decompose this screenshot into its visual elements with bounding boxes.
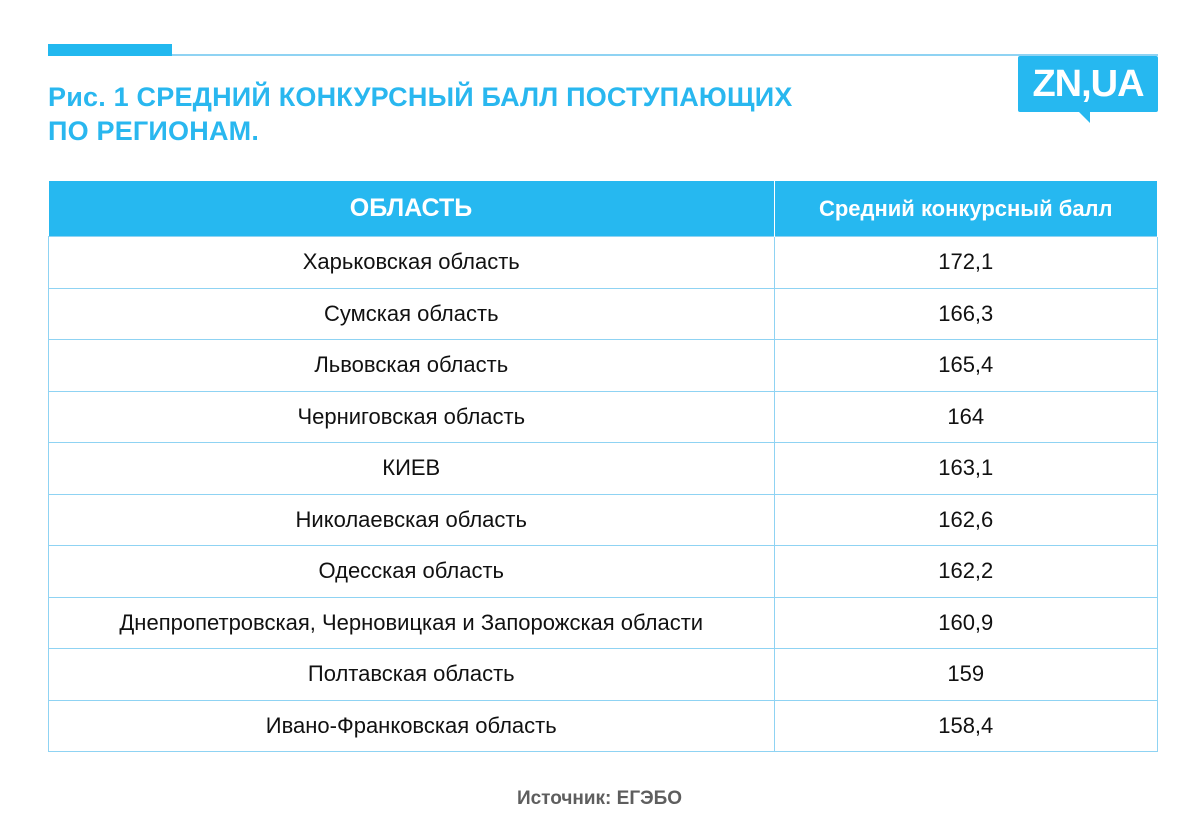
average-score-cell: 166,3 [774,288,1158,340]
source-note: Источник: ЕГЭБО [516,788,683,809]
table-row [49,340,1158,392]
table-row [49,494,1158,546]
average-score-cell: 163,1 [774,443,1158,495]
average-score-cell: 172,1 [774,237,1158,289]
top-rule [48,54,1158,56]
table-row [49,700,1158,752]
chart-title-line-2: ПО РЕГИОНАМ. [48,116,260,146]
table-header [49,181,1158,237]
region-cell: Ивано-Франковская область [49,700,775,752]
region-cell: Черниговская область [49,391,775,443]
logo-text: ZN,UA [1032,63,1144,105]
average-score-cell: 165,4 [774,340,1158,392]
header-region: ОБЛАСТЬ [49,181,775,237]
region-cell: КИЕВ [49,443,775,495]
top-rule-accent [48,44,172,56]
scores-table-wrapper [48,181,1158,752]
region-cell: Львовская область [49,340,775,392]
table-row [49,597,1158,649]
table-row [49,391,1158,443]
table-body [49,237,1158,752]
zn-ua-logo [1018,56,1158,124]
region-cell: Николаевская область [49,494,775,546]
table-row [49,237,1158,289]
table-row [49,443,1158,495]
region-cell: Полтавская область [49,649,775,701]
header-average-score: Средний конкурсный балл [774,181,1158,237]
region-cell: Днепропетровская, Черновицкая и Запорожская области [49,597,775,649]
region-cell: Харьковская область [49,237,775,289]
table-row [49,546,1158,598]
chart-title [48,80,948,148]
average-score-cell: 162,2 [774,546,1158,598]
average-score-cell: 158,4 [774,700,1158,752]
chart-title-line-1: Рис. 1 СРЕДНИЙ КОНКУРСНЫЙ БАЛЛ ПОСТУПАЮЩИХ [48,82,793,112]
scores-table [48,181,1158,752]
average-score-cell: 162,6 [774,494,1158,546]
average-score-cell: 160,9 [774,597,1158,649]
table-row [49,649,1158,701]
average-score-cell: 164 [774,391,1158,443]
table-header-row [49,181,1158,237]
logo-speech-tail [1078,111,1090,123]
table-row [49,288,1158,340]
region-cell: Одесская область [49,546,775,598]
average-score-cell: 159 [774,649,1158,701]
region-cell: Сумская область [49,288,775,340]
